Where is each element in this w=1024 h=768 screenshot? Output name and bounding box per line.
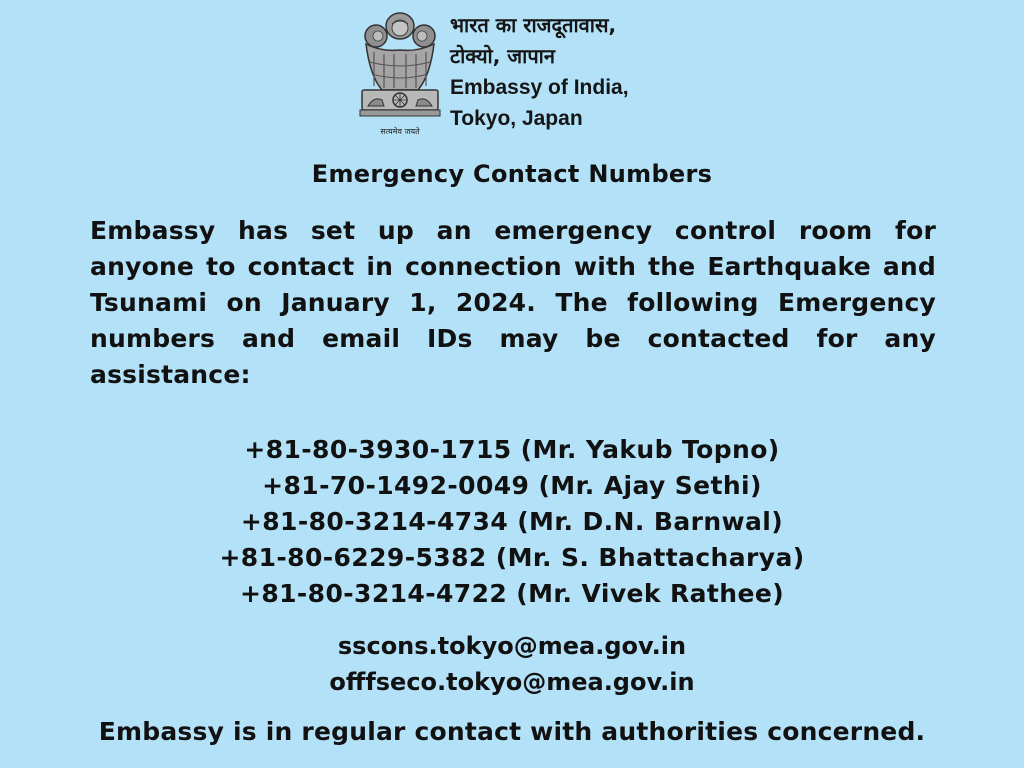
contact-item: +81-80-3930-1715 (Mr. Yakub Topno)	[244, 435, 780, 464]
contact-item: +81-80-3214-4722 (Mr. Vivek Rathee)	[239, 579, 785, 608]
motto-text: सत्यमेव जयते	[380, 127, 420, 136]
email-list	[0, 628, 1024, 700]
contact-item: +81-80-3214-4734 (Mr. D.N. Barnwal)	[240, 507, 784, 536]
contact-item: +81-80-6229-5382 (Mr. S. Bhattacharya)	[219, 543, 805, 572]
notice-footer: Embassy is in regular contact with authorities concerned.	[98, 717, 926, 746]
embassy-name-hindi-line1: भारत का राजदूतावास,	[450, 13, 617, 37]
embassy-name-english-line1: Embassy of India,	[450, 76, 629, 99]
email-item: sscons.tokyo@mea.gov.in	[337, 632, 687, 660]
embassy-name-block	[450, 10, 629, 134]
embassy-name-english-line2: Tokyo, Japan	[450, 107, 583, 130]
ashoka-emblem-icon	[352, 6, 448, 138]
embassy-name-hindi-line2: टोक्यो, जापान	[450, 44, 555, 68]
embassy-header	[352, 6, 752, 146]
contact-list	[0, 432, 1024, 612]
notice-title: Emergency Contact Numbers	[311, 160, 713, 188]
notice-body: Embassy has set up an emergency control room for anyone to contact in connection with the Earthquake and Tsunami on January 1, 2024. The following Emergency numbers and email IDs may be contacted for any assistance:	[90, 216, 936, 389]
email-item: offfseco.tokyo@mea.gov.in	[329, 668, 695, 696]
contact-item: +81-70-1492-0049 (Mr. Ajay Sethi)	[262, 471, 762, 500]
